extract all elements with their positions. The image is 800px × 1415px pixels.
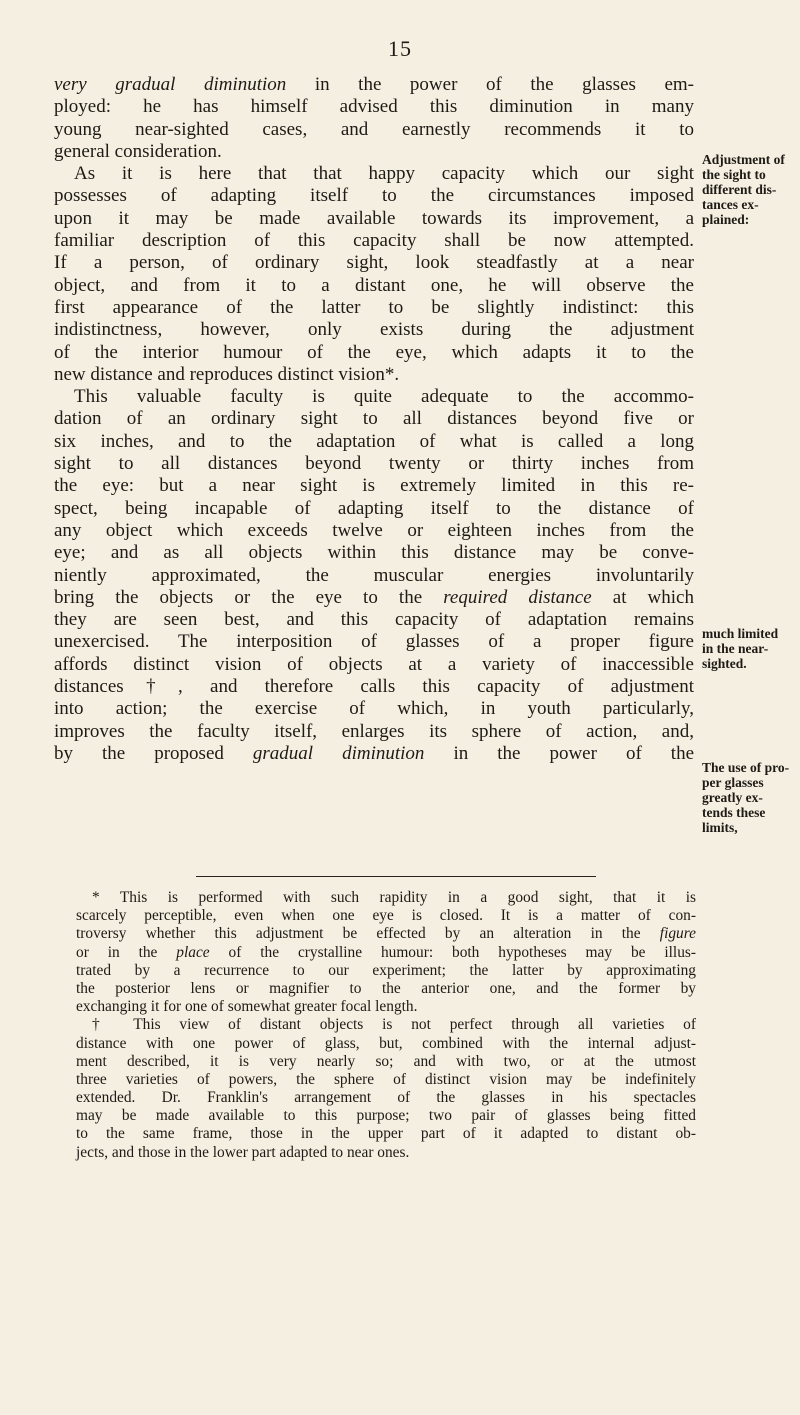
- footnote-line: [76, 1144, 696, 1162]
- text-segment: unexercised. The interposition of glasses of a proper figure: [54, 631, 694, 653]
- text-segment: spect, being incapable of adapting itself to the distance of: [54, 497, 694, 519]
- text-segment: possesses of adapting itself to the circumstances imposed: [54, 185, 694, 207]
- text-line: [54, 96, 694, 118]
- footnote-divider: [196, 876, 596, 877]
- text-segment: any object which exceeds twelve or eighteen inches from the: [54, 519, 694, 541]
- text-segment: ployed: he has himself advised this diminution in many: [54, 96, 694, 118]
- text-segment: by the proposed: [54, 742, 253, 764]
- italic-text: very gradual diminution: [54, 74, 287, 95]
- margin-note-line: per glasses: [702, 775, 764, 790]
- text-segment: first appearance of the latter to be slightly indistinct: this: [54, 296, 694, 318]
- text-line: [54, 475, 694, 497]
- margin-note-line: The use of pro-: [702, 760, 790, 775]
- text-segment: of the interior humour of the eye, which adapts it to the: [54, 341, 694, 363]
- text-segment: This valuable faculty is quite adequate to the accommo-: [74, 386, 694, 408]
- margin-note: [702, 626, 800, 671]
- text-segment: upon it may be made available towards its improvement, a: [54, 207, 694, 229]
- text-segment: affords distinct vision of objects at a variety of inaccessible: [54, 653, 694, 675]
- text-segment: sight to all distances beyond twenty or thirty inches from: [54, 453, 694, 475]
- text-segment: the posterior lens or magnifier to the anterior one, and the former by: [76, 979, 696, 997]
- text-line: [54, 386, 694, 408]
- margin-note-line: the sight to: [702, 167, 766, 182]
- text-segment: general consideration.: [54, 140, 222, 162]
- text-segment: the eye: but a near sight is extremely limited in this re-: [54, 475, 694, 497]
- text-segment: niently approximated, the muscular energies involuntarily: [54, 564, 694, 586]
- margin-note-line: Adjustment of: [702, 152, 785, 167]
- text-line: [54, 208, 694, 230]
- text-segment: young near-sighted cases, and earnestly recommends it to: [54, 118, 694, 140]
- text-line: [54, 319, 694, 341]
- text-segment: dation of an ordinary sight to all distances beyond five or: [54, 408, 694, 430]
- text-segment: in the power of the: [424, 742, 695, 764]
- text-segment: improves the faculty itself, enlarges its sphere of action, and,: [54, 720, 694, 742]
- margin-note-line: in the near-: [702, 641, 769, 656]
- text-line: [54, 698, 694, 720]
- text-line: [54, 119, 694, 141]
- text-segment: object, and from it to a distant one, he will observe the: [54, 274, 694, 296]
- main-text: [54, 74, 694, 765]
- margin-note-line: tends these: [702, 805, 766, 820]
- text-line: [54, 676, 694, 698]
- text-segment: If a person, of ordinary sight, look steadfastly at a near: [54, 252, 694, 274]
- text-segment: bring the objects or the eye to the: [54, 586, 444, 608]
- text-segment: distances†, and therefore calls this capacity of adjustment: [54, 676, 694, 698]
- margin-note-line: different dis-: [702, 182, 777, 197]
- margin-note-line: tances ex-: [702, 197, 759, 212]
- text-segment: * This is performed with such rapidity in a good sight, that it is: [92, 889, 696, 906]
- footnote-line: [76, 980, 696, 998]
- text-line: [54, 565, 694, 587]
- italic-text: place: [176, 943, 210, 961]
- text-segment: may be made available to this purpose; two pair of glasses being fitted: [76, 1107, 696, 1125]
- page-number: 15: [388, 36, 412, 61]
- text-line: [54, 431, 694, 453]
- text-segment: troversy whether this adjustment be effected by an alteration in the: [76, 925, 660, 943]
- text-segment: into action; the exercise of which, in youth particularly,: [54, 698, 694, 720]
- text-line: [54, 185, 694, 207]
- margin-note-line: plained:: [702, 212, 750, 227]
- italic-text: required distance: [443, 586, 592, 608]
- footnote-line: [76, 1016, 696, 1034]
- text-segment: eye; and as all objects within this distance may be conve-: [54, 542, 694, 564]
- text-segment: of the crystalline humour: both hypotheses may be illus-: [209, 943, 697, 961]
- footnote-line: [76, 1107, 696, 1125]
- footnote-line: [76, 962, 696, 980]
- text-line: [54, 275, 694, 297]
- margin-note: [702, 760, 800, 835]
- text-line: [54, 408, 694, 430]
- footnote-line: [76, 1053, 696, 1071]
- text-segment: in the power of the glasses em-: [286, 74, 694, 95]
- text-segment: scarcely perceptible, even when one eye is closed. It is a matter of con-: [76, 907, 696, 925]
- text-line: [54, 520, 694, 542]
- text-segment: familiar description of this capacity shall be now attempted.: [54, 230, 694, 252]
- text-segment: to the same frame, those in the upper part of it adapted to distant ob-: [76, 1125, 696, 1143]
- italic-text: figure: [659, 925, 696, 943]
- text-segment: at which: [591, 586, 694, 608]
- footnote-line: [76, 998, 696, 1016]
- footnote-line: [76, 1125, 696, 1143]
- text-line: [54, 297, 694, 319]
- text-line: [54, 587, 694, 609]
- footnote-line: [76, 1035, 696, 1053]
- text-segment: ment described, it is very nearly so; and with two, or at the utmost: [76, 1052, 696, 1070]
- text-segment: distance with one power of glass, but, combined with the internal adjust-: [76, 1034, 696, 1052]
- margin-note-line: greatly ex-: [702, 790, 763, 805]
- text-line: [54, 74, 694, 96]
- text-segment: three varieties of powers, the sphere of distinct vision may be indefinitely: [76, 1070, 696, 1088]
- text-segment: jects, and those in the lower part adapted to near ones.: [76, 1143, 410, 1161]
- text-segment: trated by a recurrence to our experiment; the latter by approximating: [76, 961, 696, 979]
- margin-note: [702, 152, 800, 227]
- footnote-line: [76, 1089, 696, 1107]
- text-line: [54, 342, 694, 364]
- footnote-line: [76, 944, 696, 962]
- text-line: [54, 364, 694, 386]
- margin-note-line: sighted.: [702, 656, 747, 671]
- text-line: [54, 163, 694, 185]
- text-segment: extended. Dr. Franklin's arrangement of the glasses in his spectacles: [76, 1089, 696, 1107]
- footnote-line: [76, 1071, 696, 1089]
- text-line: [54, 453, 694, 475]
- text-line: [54, 743, 694, 765]
- footnote-line: [76, 925, 696, 943]
- text-line: [54, 721, 694, 743]
- margin-note-line: limits,: [702, 820, 738, 835]
- text-line: [54, 542, 694, 564]
- text-segment: As it is here that that happy capacity which our sight: [74, 163, 694, 185]
- text-line: [54, 631, 694, 653]
- text-line: [54, 609, 694, 631]
- text-line: [54, 252, 694, 274]
- text-segment: indistinctness, however, only exists during the adjustment: [54, 319, 694, 341]
- footnote-line: [76, 889, 696, 907]
- footnotes: [76, 889, 696, 1162]
- text-line: [54, 230, 694, 252]
- text-segment: † This view of distant objects is not perfect through all varieties of: [92, 1016, 696, 1034]
- text-segment: or in the: [76, 943, 177, 961]
- text-segment: six inches, and to the adaptation of what is called a long: [54, 430, 694, 452]
- text-line: [54, 141, 694, 163]
- italic-text: gradual diminution: [252, 742, 425, 764]
- text-segment: new distance and reproduces distinct vision*.: [54, 363, 400, 385]
- margin-note-line: much limited: [702, 626, 779, 641]
- text-segment: they are seen best, and this capacity of adaptation remains: [54, 609, 694, 631]
- text-line: [54, 498, 694, 520]
- text-segment: exchanging it for one of somewhat greater focal length.: [76, 998, 418, 1016]
- text-line: [54, 654, 694, 676]
- footnote-line: [76, 907, 696, 925]
